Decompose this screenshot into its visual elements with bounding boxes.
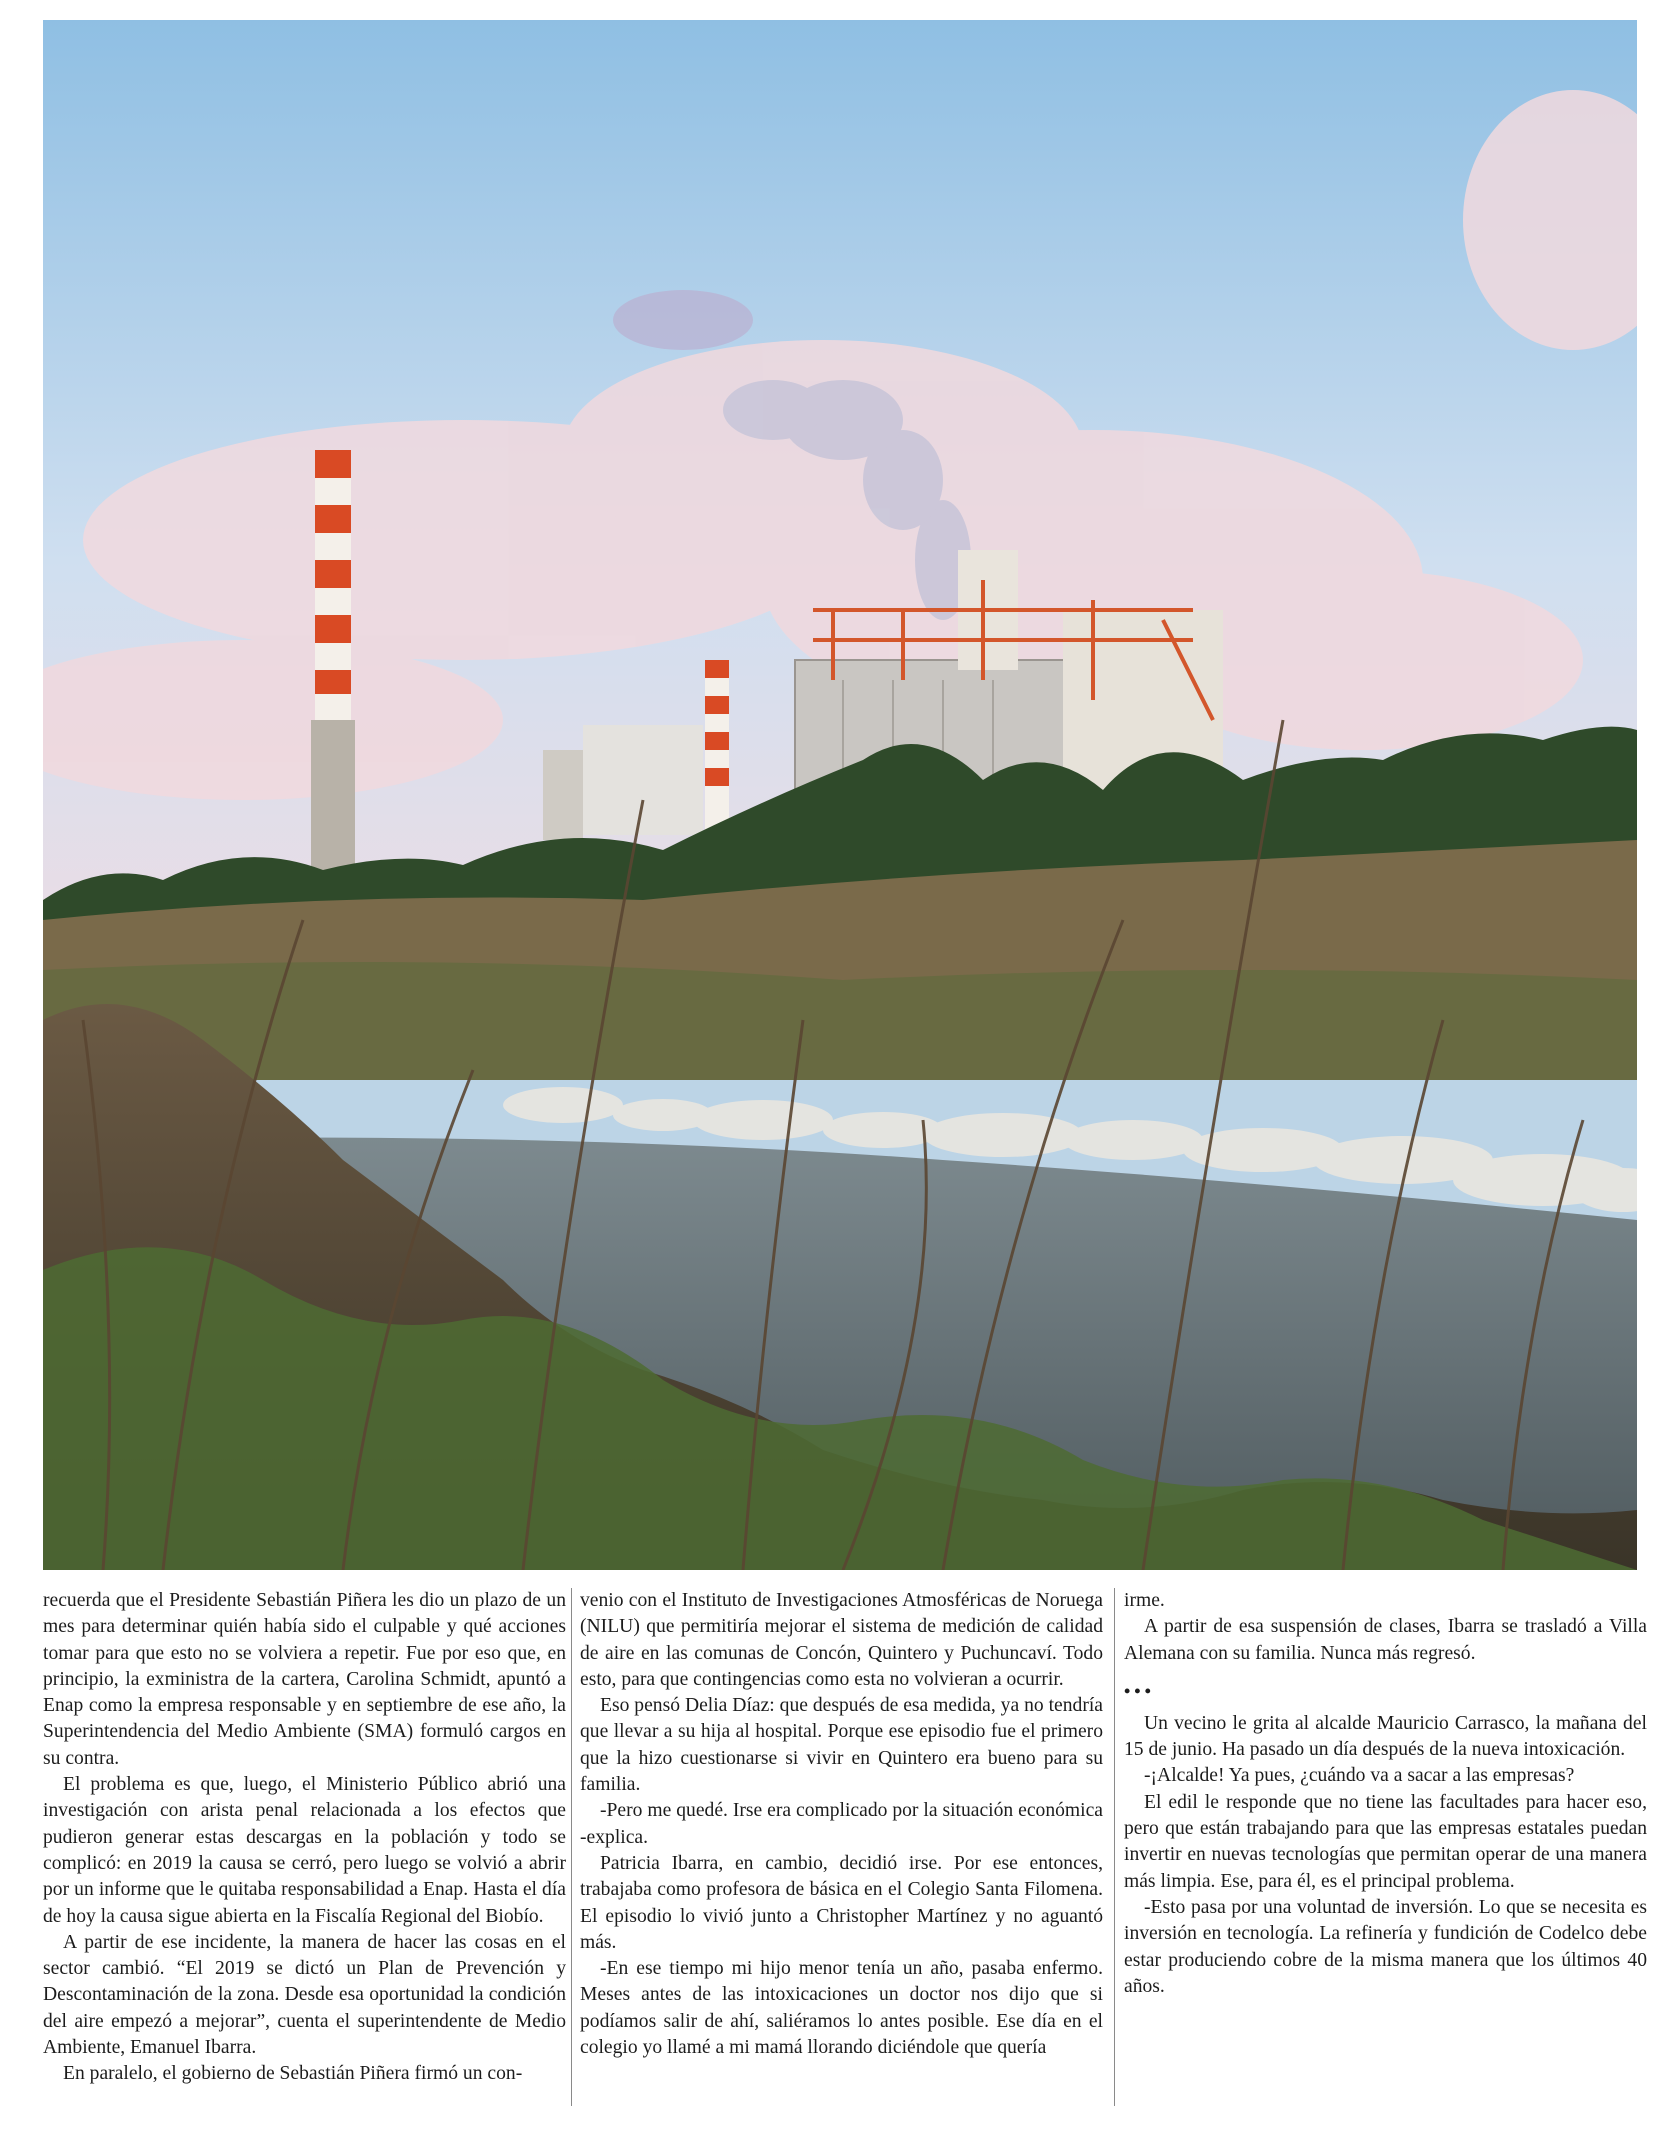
- paragraph: Eso pensó Delia Díaz: que después de esa medida, ya no tendría que llevar a su hija al hospital. Porque ese episodio fue el primero que la hizo cuestionarse si vivir en Quintero era bueno para su familia.: [580, 1695, 1103, 1796]
- paragraph: recuerda que el Presidente Sebastián Piñera les dio un plazo de un mes para determinar quién había sido el culpable y qué acciones tomar para que esto no se volviera a repetir. Fue por eso que, en principio, la exministra de la cartera, Carolina Schmidt, apuntó a Enap como la empresa responsable y en septiembre de ese año, la Superintendencia del Medio Ambiente (SMA) formuló cargos en su contra.: [43, 1590, 566, 1769]
- chimney-left: [311, 450, 355, 870]
- paragraph: El edil le responde que no tiene las facultades para hacer eso, pero que están trabajando para que las empresas estatales puedan invertir en nuevas tecnologías que permitan operar de una manera más limpia. Ese, para él, es el principal problema.: [1124, 1791, 1647, 1892]
- article-column-3: [1124, 1588, 1647, 2128]
- paragraph: -¡Alcalde! Ya pues, ¿cuándo va a sacar a las empresas?: [1144, 1765, 1575, 1787]
- paragraph: El problema es que, luego, el Ministerio Público abrió una investigación con arista penal relacionada a los efectos que pudieron generar estas descargas en la población y todo se complicó: en 2019 la causa se cerró, pero luego se volvió a abrir por un informe que le quitaba responsabilidad a Enap. Hasta el día de hoy la causa sigue abierta en la Fiscalía Regional del Biobío.: [43, 1774, 566, 1927]
- industrial-plant-landscape-icon: [43, 20, 1637, 1570]
- paragraph: -En ese tiempo mi hijo menor tenía un año, pasaba enfermo. Meses antes de las intoxicaciones un doctor nos dijo que si podíamos salir de ahí, saliéramos lo antes posible. Ese día en el colegio yo llamé a mi mamá llorando diciéndole que quería: [580, 1958, 1103, 2059]
- section-separator: •••: [1124, 1680, 1155, 1701]
- article-column-1: [43, 1588, 566, 2128]
- article-photo: [43, 20, 1637, 1570]
- paragraph: A partir de ese incidente, la manera de hacer las cosas en el sector cambió. “El 2019 se dictó un Plan de Prevención y Descontaminación de la zona. Desde esa oportunidad la condición del aire empezó a mejorar”, cuenta el superintendente de Medio Ambiente, Emanuel Ibarra.: [43, 1931, 566, 2059]
- paragraph: irme.: [1124, 1590, 1165, 1611]
- column-divider: [1114, 1588, 1115, 2106]
- paragraph: Patricia Ibarra, en cambio, decidió irse. Por ese entonces, trabajaba como profesora de básica en el Colegio Santa Filomena. El episodio lo vivió junto a Christopher Martínez y no aguantó más.: [580, 1852, 1103, 1953]
- paragraph: En paralelo, el gobierno de Sebastián Piñera firmó un con-: [63, 2063, 523, 2085]
- paragraph: -Pero me quedé. Irse era complicado por la situación económica -explica.: [580, 1800, 1103, 1848]
- article-columns: [43, 1588, 1647, 2128]
- paragraph: Un vecino le grita al alcalde Mauricio Carrasco, la mañana del 15 de junio. Ha pasado un día después de la nueva intoxicación.: [1124, 1712, 1647, 1761]
- column-divider: [571, 1588, 572, 2106]
- article-column-2: [580, 1588, 1103, 2128]
- chimney-middle: [705, 660, 729, 830]
- paragraph: A partir de esa suspensión de clases, Ibarra se trasladó a Villa Alemana con su familia. Nunca más regresó.: [1124, 1616, 1647, 1664]
- paragraph: venio con el Instituto de Investigaciones Atmosféricas de Noruega (NILU) que permitiría mejorar el sistema de medición de calidad de aire en las comunas de Concón, Quintero y Puchuncaví. Todo esto, para que contingencias como esta no volvieran a ocurrir.: [580, 1590, 1103, 1690]
- paragraph: -Esto pasa por una voluntad de inversión. Lo que se necesita es inversión en tecnología. La refinería y fundición de Codelco debe estar produciendo cobre de la misma manera que los últimos 40 años.: [1124, 1896, 1647, 1997]
